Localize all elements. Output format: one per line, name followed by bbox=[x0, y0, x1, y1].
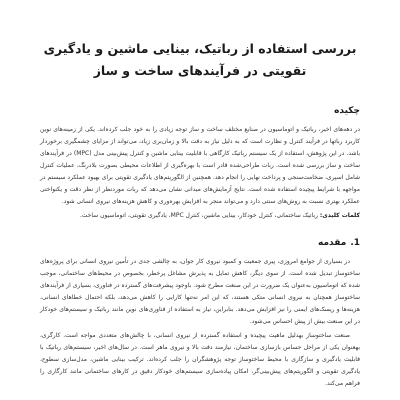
intro-heading-text: مقدمه bbox=[318, 238, 347, 248]
intro-number: 1. bbox=[350, 238, 360, 248]
intro-paragraph: صنعت ساختوساز بهدلیل ماهیت پیچیده و استفاده گسترده از نیروی انسانی، با چالش‌های متعددی مواجه است. کارگری، بهعنوان یکی از مراحل حساس بازسازی ساختمان، نیازمند دقت بالا و نیروی ماهر است. در سال‌های اخیر، سیستم‌های رباتیک با قابلیت یادگیری و سازگاری با محیط ساختوساز توجه پژوهشگران را جلب کرده‌اند. ترکیب بینایی ماشین، مدل‌سازی سطوح، یادگیری تقویتی و الگوریتم‌های پیش‌بینی‌گر، امکان پیاده‌سازی سیستم‌های خودکار دقیق در کارهای ساختمانی مانند کارگاری را فراهم می‌کند. bbox=[40, 332, 360, 387]
keywords-line bbox=[40, 210, 360, 222]
paper-title: بررسی استفاده از رباتیک، بینایی ماشین و یادگیری تقویتی در فرآیندهای ساخت و ساز bbox=[43, 41, 357, 78]
intro-heading bbox=[40, 238, 360, 248]
abstract-heading: چکیده bbox=[334, 106, 360, 116]
keywords-text: رباتیک ساختمانی، کنترل خودکار، بینایی ماشین، کنترل MPC، یادگیری تقویتی، اتوماسیون ساخت. bbox=[79, 212, 318, 219]
abstract-text: در دهه‌های اخیر، رباتیک و اتوماسیون در صنایع مختلف ساخت و ساز توجه زیادی را به خود جلب کرده‌اند. یکی از زمینه‌های نوین کاربرد رباتها در فرآیند کنترل و نظارت است که به دلیل نیاز به دقت بالا و زمان‌بری زیاد، می‌تواند از مزایای چشمگیری برخوردار باشد. در این پژوهش، استفاده از یک سیستم رباتیک کارگاهی با قابلیت بینایی ماشین و کنترل پیش‌بینی مدل (MPC) در فرآیندهای ساخت و ساز بررسی شده است. ربات طراحی‌شده قادر است با بهره‌گیری از اطلاعات محیطی بصورت بلادرنگ، عملیات کنترل شامل اسپری، ضخامت‌سنجی و پرداخت نهایی را انجام دهد. همچنین از الگوریتم‌های یادگیری تقویتی برای بهبود عملکرد سیستم در مواجهه با شرایط پیچیده استفاده شده است. نتایج آزمایش‌های میدانی نشان می‌دهد که ربات موردنظر از نظر دقت و یکنواختی عملکرد بهتری نسبت به روش‌های سنتی دارد و می‌تواند منجر به افزایش بهره‌وری و کاهش هزینه‌های نیروی انسانی شود. bbox=[40, 126, 361, 205]
keywords-label: کلمات کلیدی: bbox=[319, 212, 360, 219]
intro-paragraph: در بسیاری از جوامع امروزی، پیری جمعیت و کمبود نیروی کار جوان، به چالشی جدی در تأمین نیروی انسانی برای پروژه‌های ساختوساز تبدیل شده است. از سوی دیگر، کاهش تمایل به پذیرش مشاغل پرخطر، بخصوص در محیط‌های ساختمانی، موجب شده که اتوماسیون به‌عنوان یک ضرورت در این صنعت مطرح شود. باوجود پیشرفت‌های گسترده در فناوری، بسیاری از فرآیندهای ساختوساز همچنان به نیروی انسانی متکی هستند، که این امر نه‌تنها کارایی را کاهش می‌دهد، بلکه احتمال خطاهای انسانی، هزینه‌ها و ریسک‌های ایمنی را نیز افزایش می‌دهد. بنابراین، نیاز به استفاده از فناوری‌های نوین مانند رباتیک و سیستم‌های خودکار در این صنعت بیش از پیش احساس می‌شود. bbox=[40, 258, 360, 325]
